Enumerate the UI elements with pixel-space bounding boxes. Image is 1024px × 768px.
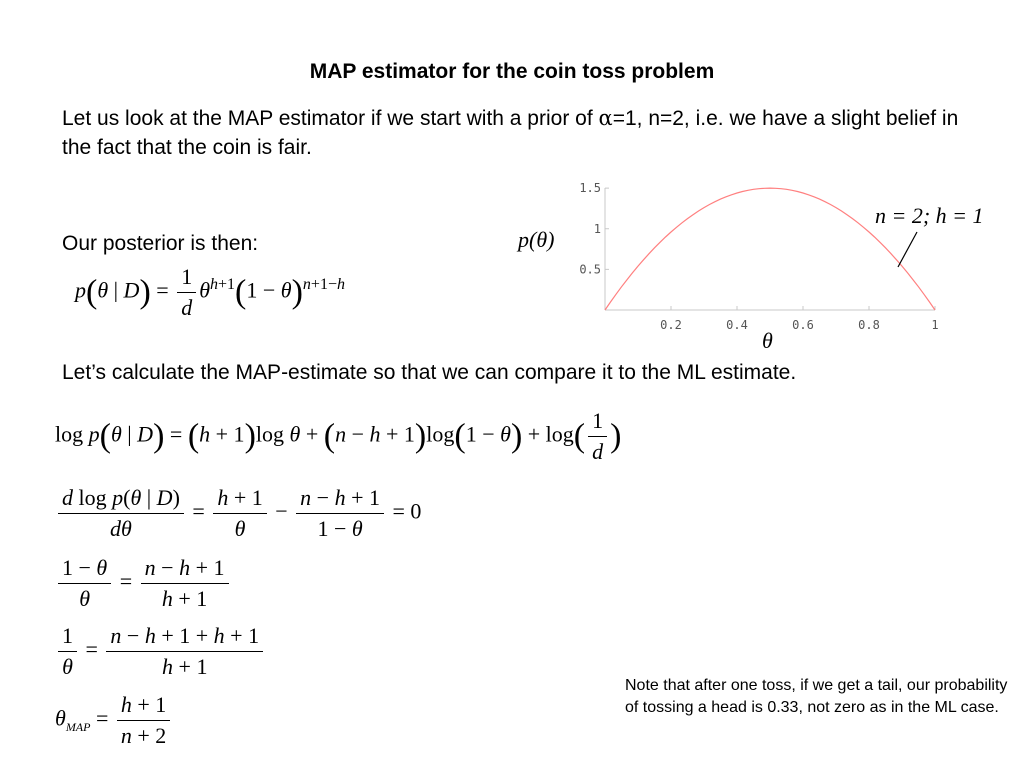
map-result-equation: $\theta_{MAP}$ = $\frac{h + 1}{n + 2}$ xyxy=(55,690,173,751)
x-tick-label: 1 xyxy=(931,318,939,332)
chart-y-label: p(θ) xyxy=(518,227,555,252)
ratio-equation: $\frac{1 - \theta}{\theta}$ = $\frac{n - h + 1}{h + 1}$ xyxy=(55,553,232,614)
y-tick-label: 1.5 xyxy=(579,181,601,196)
chart-x-label: θ xyxy=(762,328,773,353)
x-tick-label: 0.8 xyxy=(858,318,880,332)
log-posterior-equation: log p(θ | D) = (h + 1)log θ + (n − h + 1)log(1 − θ) + log( $\frac{1}{d}$ ) xyxy=(55,408,622,464)
x-tick-label: 0.2 xyxy=(660,318,682,332)
y-tick-label: 1 xyxy=(593,221,601,236)
chart-annotation: n = 2; h = 1 xyxy=(875,203,984,228)
ml-comparison-note: Note that after one toss, if we get a tail, our probability of tossing a head is 0.33, not zero as in the ML case. xyxy=(625,677,1008,716)
x-tick-label: 0.6 xyxy=(792,318,814,332)
alpha-symbol: α xyxy=(598,106,613,130)
intro-text-end: =1, n=2, i.e. we have a slight belief in the fact that the coin is fair. xyxy=(62,107,959,159)
intro-paragraph xyxy=(62,104,982,162)
annotation-pointer xyxy=(898,232,917,267)
derivative-equation: $\frac{\text{d log p(θ | D)}}{d\theta}$ = $\frac{h + 1}{\theta}$ − $\frac{n - h + 1}{1 - \theta}$ = 0 xyxy=(55,483,421,544)
y-tick-label: 0.5 xyxy=(579,262,601,277)
calc-label: Let’s calculate the MAP-estimate so that we can compare it to the ML estimate. xyxy=(62,361,797,384)
x-tick-label: 0.4 xyxy=(726,318,748,332)
posterior-chart xyxy=(505,180,995,355)
slide-title: MAP estimator for the coin toss problem xyxy=(309,60,715,83)
intro-text-start: Let us look at the MAP estimator if we start with a prior of xyxy=(62,107,599,130)
posterior-formula: p(θ | D) = $\frac{1}{d}$ $\theta^{h+1}(1 - \theta)^{n+1-h}$ xyxy=(75,264,345,320)
inverse-theta-equation: $\frac{1}{\theta}$ = $\frac{n - h + 1 + h + 1}{h + 1}$ xyxy=(55,621,266,682)
posterior-label: Our posterior is then: xyxy=(62,232,259,255)
